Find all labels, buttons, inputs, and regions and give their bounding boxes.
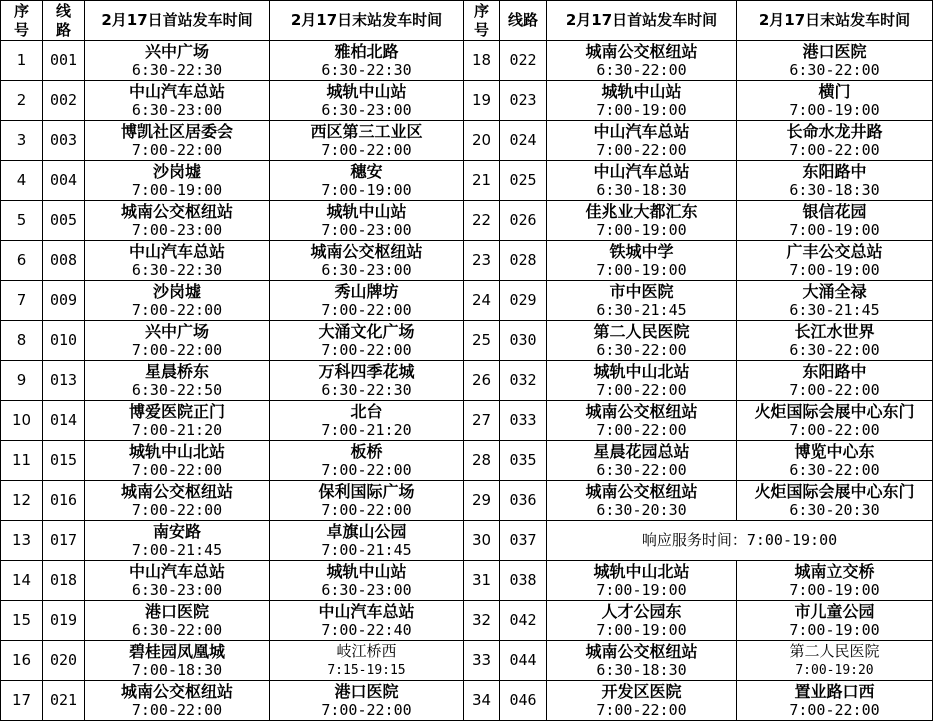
last-departure-time: 6:30-22:00: [789, 340, 880, 359]
first-stop-name: 城轨中山北站: [593, 561, 690, 581]
first-stop-cell: [85, 481, 270, 521]
route-number: 013: [43, 361, 85, 401]
first-stop-name: 人才公园东: [601, 601, 682, 621]
last-stop-name: 北台: [350, 401, 383, 421]
row-seq: 12: [1, 481, 43, 521]
first-departure-time: 6:30-22:30: [131, 60, 223, 79]
route-number: 030: [500, 321, 547, 361]
row-seq: 31: [464, 561, 500, 601]
row-seq: 26: [464, 361, 500, 401]
first-stop-name: 城轨中山站: [601, 81, 682, 101]
header-route-text: 线 路: [55, 1, 71, 39]
row-seq: 16: [1, 641, 43, 681]
route-number: 015: [43, 441, 85, 481]
first-stop-cell: [85, 521, 270, 561]
table-row: [1, 401, 933, 441]
first-stop-name: 城轨中山北站: [128, 441, 225, 461]
first-departure-time: 7:00-22:00: [596, 140, 687, 159]
row-seq: 27: [464, 401, 500, 441]
last-stop-name: 东阳路中: [802, 361, 867, 381]
first-stop-cell: [547, 681, 737, 721]
route-number: 014: [43, 401, 85, 441]
first-stop-cell: [85, 41, 270, 81]
last-stop-name: 港口医院: [802, 41, 867, 61]
route-number: 008: [43, 241, 85, 281]
table-row: [1, 561, 933, 601]
last-stop-cell: [270, 361, 464, 401]
last-departure-time: 6:30-22:30: [321, 60, 412, 79]
last-stop-cell: [737, 641, 933, 681]
first-departure-time: 7:00-22:00: [131, 300, 223, 319]
last-departure-time: 7:00-22:00: [789, 140, 880, 159]
last-stop-name: 博览中心东: [794, 441, 875, 461]
last-stop-cell: [270, 481, 464, 521]
last-stop-cell: [270, 281, 464, 321]
last-stop-cell: [737, 201, 933, 241]
last-stop-name: 城南公交枢纽站: [310, 241, 423, 261]
header-seq-text: 序 号: [13, 1, 29, 39]
last-stop-cell: [270, 561, 464, 601]
first-stop-cell: [547, 81, 737, 121]
last-departure-time: 7:00-19:00: [789, 580, 880, 599]
last-stop-name: 港口医院: [334, 681, 399, 701]
row-seq: 28: [464, 441, 500, 481]
last-departure-time: 6:30-22:00: [789, 460, 880, 479]
last-stop-name: 大涌全禄: [802, 281, 867, 301]
last-departure-time: 7:00-21:45: [321, 540, 412, 559]
first-stop-cell: [85, 681, 270, 721]
header-first-departure: 2月17日首站发车时间: [547, 1, 737, 41]
last-stop-cell: [737, 121, 933, 161]
table-row: [1, 201, 933, 241]
header-last-departure: 2月17日末站发车时间: [737, 1, 933, 41]
row-seq: 6: [1, 241, 43, 281]
header-seq-text: 序 号: [473, 1, 489, 39]
route-number: 038: [500, 561, 547, 601]
route-number: 046: [500, 681, 547, 721]
first-departure-time: 6:30-22:00: [596, 460, 687, 479]
first-stop-cell: [547, 481, 737, 521]
table-row: [1, 601, 933, 641]
first-departure-time: 6:30-21:45: [596, 300, 687, 319]
header-first-departure: 2月17日首站发车时间: [85, 1, 270, 41]
first-departure-time: 6:30-20:30: [596, 500, 687, 519]
table-row: [1, 281, 933, 321]
first-stop-cell: [547, 401, 737, 441]
last-departure-time: 7:00-22:00: [789, 380, 880, 399]
header-last-departure: 2月17日末站发车时间: [270, 1, 464, 41]
first-stop-name: 博爱医院正门: [128, 401, 225, 421]
table-row: [1, 521, 933, 561]
first-stop-cell: [85, 641, 270, 681]
first-stop-name: 碧桂园凤凰城: [128, 641, 225, 661]
route-number: 023: [500, 81, 547, 121]
first-stop-cell: [85, 81, 270, 121]
last-departure-time: 7:00-19:00: [789, 220, 880, 239]
first-departure-time: 6:30-22:00: [596, 60, 687, 79]
last-stop-cell: [270, 81, 464, 121]
first-departure-time: 7:00-19:00: [131, 180, 223, 199]
route-number: 017: [43, 521, 85, 561]
first-stop-name: 中山汽车总站: [593, 161, 690, 181]
first-stop-name: 城南公交枢纽站: [120, 201, 233, 221]
last-departure-time: 7:00-22:00: [321, 300, 412, 319]
route-number: 020: [43, 641, 85, 681]
first-stop-name: 第二人民医院: [593, 321, 690, 341]
last-stop-cell: [737, 321, 933, 361]
first-stop-name: 南安路: [152, 521, 201, 541]
last-stop-cell: [270, 401, 464, 441]
route-number: 035: [500, 441, 547, 481]
first-stop-cell: [85, 441, 270, 481]
last-stop-name: 火炬国际会展中心东门: [754, 401, 915, 421]
route-number: 022: [500, 41, 547, 81]
first-stop-name: 星晨花园总站: [593, 441, 690, 461]
row-seq: 19: [464, 81, 500, 121]
first-stop-name: 沙岗墟: [152, 161, 201, 181]
route-number: 028: [500, 241, 547, 281]
route-number: 042: [500, 601, 547, 641]
last-stop-name: 城南立交桥: [794, 561, 875, 581]
first-stop-cell: [547, 161, 737, 201]
last-departure-time: 7:00-22:00: [321, 460, 412, 479]
first-departure-time: 7:00-21:45: [131, 540, 223, 559]
first-stop-name: 城南公交枢纽站: [585, 41, 698, 61]
last-departure-time: 7:00-23:00: [321, 220, 412, 239]
first-stop-name: 中山汽车总站: [593, 121, 690, 141]
table-row: [1, 41, 933, 81]
first-stop-name: 沙岗墟: [152, 281, 201, 301]
first-stop-cell: [547, 241, 737, 281]
last-stop-name: 横门: [818, 81, 851, 101]
row-seq: 1: [1, 41, 43, 81]
last-stop-cell: [737, 41, 933, 81]
last-departure-time: 7:00-19:00: [789, 620, 880, 639]
first-stop-name: 中山汽车总站: [128, 561, 225, 581]
last-stop-cell: [270, 241, 464, 281]
header-row: [1, 1, 933, 41]
first-departure-time: 6:30-18:30: [596, 660, 687, 679]
last-departure-time: 7:00-22:00: [321, 500, 412, 519]
first-departure-time: 7:00-19:00: [596, 100, 687, 119]
row-seq: 21: [464, 161, 500, 201]
route-number: 019: [43, 601, 85, 641]
last-departure-time: 7:00-19:20: [795, 662, 874, 678]
service-note-label: 响应服务时间：: [641, 531, 747, 549]
row-seq: 32: [464, 601, 500, 641]
last-stop-name: 保利国际广场: [318, 481, 415, 501]
first-stop-cell: [547, 121, 737, 161]
first-stop-cell: [547, 641, 737, 681]
last-stop-name: 中山汽车总站: [318, 601, 415, 621]
last-departure-time: 6:30-23:00: [321, 580, 412, 599]
first-departure-time: 7:00-22:00: [596, 700, 687, 719]
last-departure-time: 7:00-22:40: [321, 620, 412, 639]
first-departure-time: 7:00-19:00: [596, 260, 687, 279]
first-stop-name: 城南公交枢纽站: [585, 401, 698, 421]
route-number: 032: [500, 361, 547, 401]
row-seq: 30: [464, 521, 500, 561]
last-stop-name: 万科四季花城: [318, 361, 415, 381]
last-stop-cell: [270, 601, 464, 641]
row-seq: 8: [1, 321, 43, 361]
row-seq: 25: [464, 321, 500, 361]
route-number: 021: [43, 681, 85, 721]
last-stop-name: 火炬国际会展中心东门: [754, 481, 915, 501]
table-row: [1, 321, 933, 361]
first-departure-time: 7:00-22:00: [131, 140, 223, 159]
first-departure-time: 7:00-18:30: [131, 660, 223, 679]
first-departure-time: 6:30-22:50: [131, 380, 223, 399]
last-stop-name: 广丰公交总站: [786, 241, 883, 261]
first-departure-time: 7:00-22:00: [596, 380, 687, 399]
last-stop-cell: [737, 481, 933, 521]
last-stop-name: 市儿童公园: [794, 601, 875, 621]
table-row: [1, 641, 933, 681]
last-stop-name: 岐江桥西: [336, 641, 397, 660]
last-departure-time: 7:00-19:00: [789, 260, 880, 279]
first-stop-cell: [547, 201, 737, 241]
route-number: 016: [43, 481, 85, 521]
first-departure-time: 7:00-22:00: [131, 460, 223, 479]
last-stop-name: 卓旗山公园: [326, 521, 407, 541]
first-departure-time: 7:00-19:00: [596, 580, 687, 599]
last-departure-time: 7:00-19:00: [789, 100, 880, 119]
first-stop-cell: [85, 281, 270, 321]
last-departure-time: 7:00-19:00: [321, 180, 412, 199]
row-seq: 20: [464, 121, 500, 161]
header-route: 线路: [500, 1, 547, 41]
row-seq: 23: [464, 241, 500, 281]
first-stop-cell: [85, 121, 270, 161]
first-departure-time: 6:30-22:00: [131, 620, 223, 639]
first-stop-cell: [547, 561, 737, 601]
service-note-cell: [547, 521, 933, 561]
route-number: 024: [500, 121, 547, 161]
table-row: [1, 81, 933, 121]
row-seq: 22: [464, 201, 500, 241]
row-seq: 24: [464, 281, 500, 321]
route-number: 018: [43, 561, 85, 601]
last-departure-time: 7:00-22:00: [789, 420, 880, 439]
table-row: [1, 441, 933, 481]
last-departure-time: 6:30-22:00: [789, 60, 880, 79]
table-row: [1, 681, 933, 721]
row-seq: 17: [1, 681, 43, 721]
last-stop-name: 西区第三工业区: [310, 121, 423, 141]
route-number: 003: [43, 121, 85, 161]
first-departure-time: 6:30-22:00: [596, 340, 687, 359]
row-seq: 9: [1, 361, 43, 401]
first-stop-name: 市中医院: [609, 281, 674, 301]
first-departure-time: 7:00-22:00: [596, 420, 687, 439]
header-route: [43, 1, 85, 41]
last-departure-time: 7:15-19:15: [327, 662, 406, 678]
last-departure-time: 6:30-21:45: [789, 300, 880, 319]
first-departure-time: 7:00-21:20: [131, 420, 223, 439]
row-seq: 7: [1, 281, 43, 321]
first-stop-name: 铁城中学: [609, 241, 674, 261]
last-departure-time: 6:30-23:00: [321, 100, 412, 119]
header-seq: [1, 1, 43, 41]
first-stop-name: 城南公交枢纽站: [585, 641, 698, 661]
row-seq: 13: [1, 521, 43, 561]
route-number: 009: [43, 281, 85, 321]
last-stop-cell: [270, 161, 464, 201]
first-stop-name: 中山汽车总站: [128, 241, 225, 261]
first-stop-cell: [547, 281, 737, 321]
row-seq: 5: [1, 201, 43, 241]
last-departure-time: 7:00-22:00: [321, 340, 412, 359]
first-stop-cell: [85, 561, 270, 601]
first-stop-name: 兴中广场: [144, 321, 209, 341]
last-departure-time: 7:00-22:00: [321, 700, 412, 719]
last-stop-name: 长命水龙井路: [786, 121, 883, 141]
first-stop-name: 城南公交枢纽站: [585, 481, 698, 501]
last-stop-cell: [737, 401, 933, 441]
first-stop-name: 开发区医院: [601, 681, 682, 701]
first-departure-time: 7:00-22:00: [131, 700, 223, 719]
service-note-time: 7:00-19:00: [746, 531, 838, 549]
last-stop-cell: [737, 361, 933, 401]
row-seq: 29: [464, 481, 500, 521]
first-stop-name: 城南公交枢纽站: [120, 481, 233, 501]
row-seq: 2: [1, 81, 43, 121]
first-departure-time: 6:30-23:00: [131, 580, 223, 599]
row-seq: 4: [1, 161, 43, 201]
first-stop-cell: [85, 161, 270, 201]
last-stop-cell: [270, 201, 464, 241]
last-stop-name: 雅柏北路: [334, 41, 399, 61]
table-row: [1, 241, 933, 281]
last-stop-name: 板桥: [350, 441, 383, 461]
last-stop-cell: [737, 241, 933, 281]
route-number: 004: [43, 161, 85, 201]
first-stop-name: 佳兆业大都汇东: [585, 201, 698, 221]
route-number: 002: [43, 81, 85, 121]
route-number: 025: [500, 161, 547, 201]
first-stop-cell: [85, 361, 270, 401]
first-stop-cell: [85, 601, 270, 641]
last-stop-name: 置业路口西: [794, 681, 875, 701]
first-departure-time: 6:30-23:00: [131, 100, 223, 119]
last-stop-name: 大涌文化广场: [318, 321, 415, 341]
row-seq: 11: [1, 441, 43, 481]
table-row: [1, 161, 933, 201]
route-number: 010: [43, 321, 85, 361]
first-stop-cell: [85, 241, 270, 281]
first-departure-time: 7:00-22:00: [131, 500, 223, 519]
route-number: 005: [43, 201, 85, 241]
last-departure-time: 7:00-22:00: [321, 140, 412, 159]
last-departure-time: 7:00-22:00: [789, 700, 880, 719]
last-stop-name: 第二人民医院: [789, 641, 880, 660]
first-departure-time: 7:00-19:00: [596, 220, 687, 239]
last-stop-name: 银信花园: [802, 201, 867, 221]
last-stop-name: 长江水世界: [794, 321, 875, 341]
row-seq: 18: [464, 41, 500, 81]
table-row: [1, 361, 933, 401]
first-stop-cell: [85, 401, 270, 441]
route-number: 044: [500, 641, 547, 681]
first-stop-cell: [547, 601, 737, 641]
last-stop-cell: [737, 441, 933, 481]
first-stop-name: 兴中广场: [144, 41, 209, 61]
last-departure-time: 6:30-23:00: [321, 260, 412, 279]
route-number: 033: [500, 401, 547, 441]
first-departure-time: 7:00-23:00: [131, 220, 223, 239]
row-seq: 14: [1, 561, 43, 601]
table-row: [1, 481, 933, 521]
row-seq: 10: [1, 401, 43, 441]
first-stop-cell: [547, 321, 737, 361]
last-stop-name: 城轨中山站: [326, 561, 407, 581]
last-stop-cell: [737, 81, 933, 121]
last-departure-time: 6:30-22:30: [321, 380, 412, 399]
last-stop-cell: [270, 521, 464, 561]
row-seq: 15: [1, 601, 43, 641]
last-stop-cell: [270, 681, 464, 721]
last-stop-name: 城轨中山站: [326, 81, 407, 101]
last-stop-name: 秀山牌坊: [334, 281, 399, 301]
last-stop-cell: [737, 681, 933, 721]
route-number: 036: [500, 481, 547, 521]
route-number: 026: [500, 201, 547, 241]
first-stop-cell: [85, 321, 270, 361]
first-stop-name: 中山汽车总站: [128, 81, 225, 101]
last-stop-cell: [737, 561, 933, 601]
first-stop-cell: [547, 41, 737, 81]
table-row: [1, 121, 933, 161]
last-stop-cell: [270, 121, 464, 161]
first-stop-name: 博凯社区居委会: [120, 121, 233, 141]
first-stop-cell: [85, 201, 270, 241]
row-seq: 34: [464, 681, 500, 721]
last-stop-cell: [270, 441, 464, 481]
first-stop-cell: [547, 361, 737, 401]
row-seq: 3: [1, 121, 43, 161]
last-departure-time: 6:30-18:30: [789, 180, 880, 199]
first-departure-time: 7:00-19:00: [596, 620, 687, 639]
route-number: 001: [43, 41, 85, 81]
first-departure-time: 7:00-22:00: [131, 340, 223, 359]
first-stop-name: 城轨中山北站: [593, 361, 690, 381]
last-stop-cell: [270, 641, 464, 681]
last-stop-cell: [270, 41, 464, 81]
row-seq: 33: [464, 641, 500, 681]
first-stop-name: 港口医院: [144, 601, 209, 621]
last-stop-name: 城轨中山站: [326, 201, 407, 221]
last-stop-cell: [737, 161, 933, 201]
first-stop-name: 城南公交枢纽站: [120, 681, 233, 701]
first-departure-time: 6:30-18:30: [596, 180, 687, 199]
last-stop-cell: [737, 281, 933, 321]
first-stop-cell: [547, 441, 737, 481]
last-stop-name: 穗安: [350, 161, 383, 181]
first-stop-name: 星晨桥东: [144, 361, 209, 381]
last-departure-time: 7:00-21:20: [321, 420, 412, 439]
last-stop-cell: [270, 321, 464, 361]
first-departure-time: 6:30-22:30: [131, 260, 223, 279]
route-number: 037: [500, 521, 547, 561]
last-departure-time: 6:30-20:30: [789, 500, 880, 519]
last-stop-cell: [737, 601, 933, 641]
header-seq: [464, 1, 500, 41]
last-stop-name: 东阳路中: [802, 161, 867, 181]
route-number: 029: [500, 281, 547, 321]
